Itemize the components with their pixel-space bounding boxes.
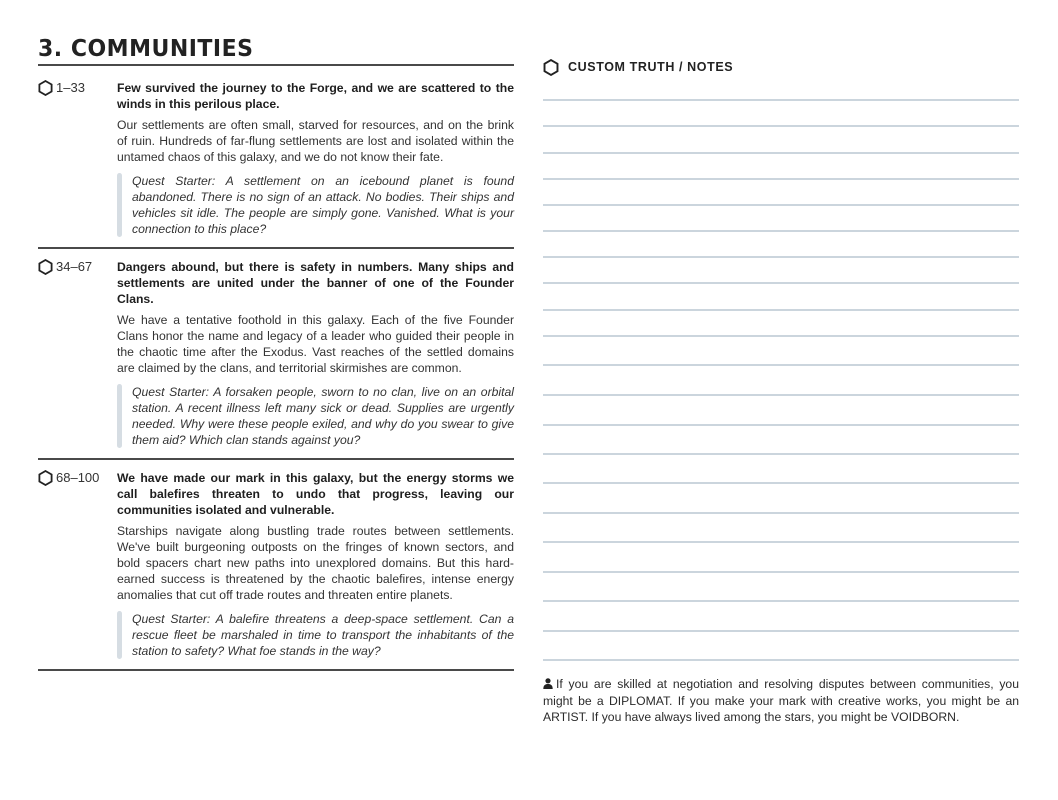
- entry-range: [38, 259, 117, 275]
- hexagon-checkbox-icon[interactable]: [38, 80, 53, 96]
- entry-divider: [38, 247, 514, 249]
- note-line[interactable]: [543, 99, 1019, 101]
- quest-starter: [117, 611, 514, 659]
- entry-range: [38, 470, 117, 486]
- quest-starter-text: Quest Starter: A forsaken people, sworn to no clan, live on an orbital station. A recent illness left many sick or dead. Supplies are urgently needed. Why were these people exiled, and why do you swear to give them aid? Which clan stands against you?: [132, 385, 514, 447]
- hexagon-checkbox-icon[interactable]: [38, 470, 53, 486]
- truth-option-3: [38, 470, 514, 669]
- note-line[interactable]: [543, 256, 1019, 258]
- note-line[interactable]: [543, 152, 1019, 154]
- quest-starter: [117, 384, 514, 448]
- truth-option-1: [38, 80, 514, 247]
- entry-range: [38, 80, 117, 96]
- entry-description: Our settlements are often small, starved for resources, and on the brink of ruin. Hundreds of far-flung settlements are lost and isolated within the untamed chaos of this galaxy, and we do not know their fate.: [117, 118, 514, 164]
- entry-heading: Dangers abound, but there is safety in numbers. Many ships and settlements are united under the banner of one of the Founder Clans.: [117, 260, 514, 306]
- range-label: 68–100: [56, 470, 100, 485]
- communities-section: [38, 36, 514, 681]
- note-line[interactable]: [543, 541, 1019, 543]
- note-line[interactable]: [543, 309, 1019, 311]
- custom-truth-notes-panel: [543, 58, 1019, 724]
- note-line[interactable]: [543, 230, 1019, 232]
- path-suggestion-tip: [543, 676, 1019, 726]
- hexagon-checkbox-icon[interactable]: [38, 259, 53, 275]
- note-line[interactable]: [543, 512, 1019, 514]
- quote-bar: [117, 611, 122, 659]
- note-line[interactable]: [543, 364, 1019, 366]
- note-line[interactable]: [543, 424, 1019, 426]
- note-line[interactable]: [543, 659, 1019, 661]
- note-line[interactable]: [543, 482, 1019, 484]
- quote-bar: [117, 384, 122, 448]
- entry-description: Starships navigate along bustling trade routes between settlements. We've built burgeoning outposts on the fringes of known sectors, and bold spacers chart new paths into unexplored domains. But this hard-earned success is threatened by the chaotic balefires, intense energy anomalies that cut off trade routes and threaten entire planets.: [117, 524, 514, 602]
- range-label: 34–67: [56, 259, 93, 274]
- range-label: 1–33: [56, 80, 85, 95]
- note-line[interactable]: [543, 335, 1019, 337]
- note-line[interactable]: [543, 282, 1019, 284]
- note-line[interactable]: [543, 178, 1019, 180]
- entry-heading: Few survived the journey to the Forge, and we are scattered to the winds in this perilous place.: [117, 81, 514, 111]
- quest-starter-text: Quest Starter: A settlement on an icebound planet is found abandoned. There is no sign of an attack. No bodies. Their ships and vehicles sit idle. The people are simply gone. Vanished. What is your connection to this place?: [132, 174, 514, 236]
- title-divider: [38, 64, 514, 66]
- note-line[interactable]: [543, 125, 1019, 127]
- person-icon: [543, 678, 553, 689]
- truth-option-2: [38, 259, 514, 458]
- entry-description: We have a tentative foothold in this galaxy. Each of the five Founder Clans honor the name and legacy of a leader who guided their people in the chaotic time after the Exodus. Vast reaches of the settled domains are claimed by the clans, and territorial skirmishes are common.: [117, 313, 514, 375]
- section-title: 3. COMMUNITIES: [38, 36, 254, 63]
- note-line[interactable]: [543, 453, 1019, 455]
- quote-bar: [117, 173, 122, 237]
- entry-divider: [38, 458, 514, 460]
- note-line[interactable]: [543, 394, 1019, 396]
- entry-heading: We have made our mark in this galaxy, but the energy storms we call balefires threaten to undo that progress, leaving our communities isolated and vulnerable.: [117, 471, 514, 517]
- quest-starter-text: Quest Starter: A balefire threatens a deep-space settlement. Can a rescue fleet be marshaled in time to transport the inhabitants of the station to safety? What foe stands in the way?: [132, 612, 514, 658]
- note-line[interactable]: [543, 600, 1019, 602]
- entry-divider: [38, 669, 514, 671]
- notes-header: [543, 58, 1019, 76]
- notes-title: CUSTOM TRUTH / NOTES: [568, 60, 734, 74]
- hexagon-checkbox-icon[interactable]: [543, 59, 559, 76]
- note-line[interactable]: [543, 204, 1019, 206]
- note-line[interactable]: [543, 571, 1019, 573]
- tip-text: If you are skilled at negotiation and resolving disputes between communities, you might be a DIPLOMAT. If you make your mark with creative works, you might be an ARTIST. If you have always lived among the stars, you might be VOIDBORN.: [543, 677, 1019, 724]
- quest-starter: [117, 173, 514, 237]
- note-line[interactable]: [543, 630, 1019, 632]
